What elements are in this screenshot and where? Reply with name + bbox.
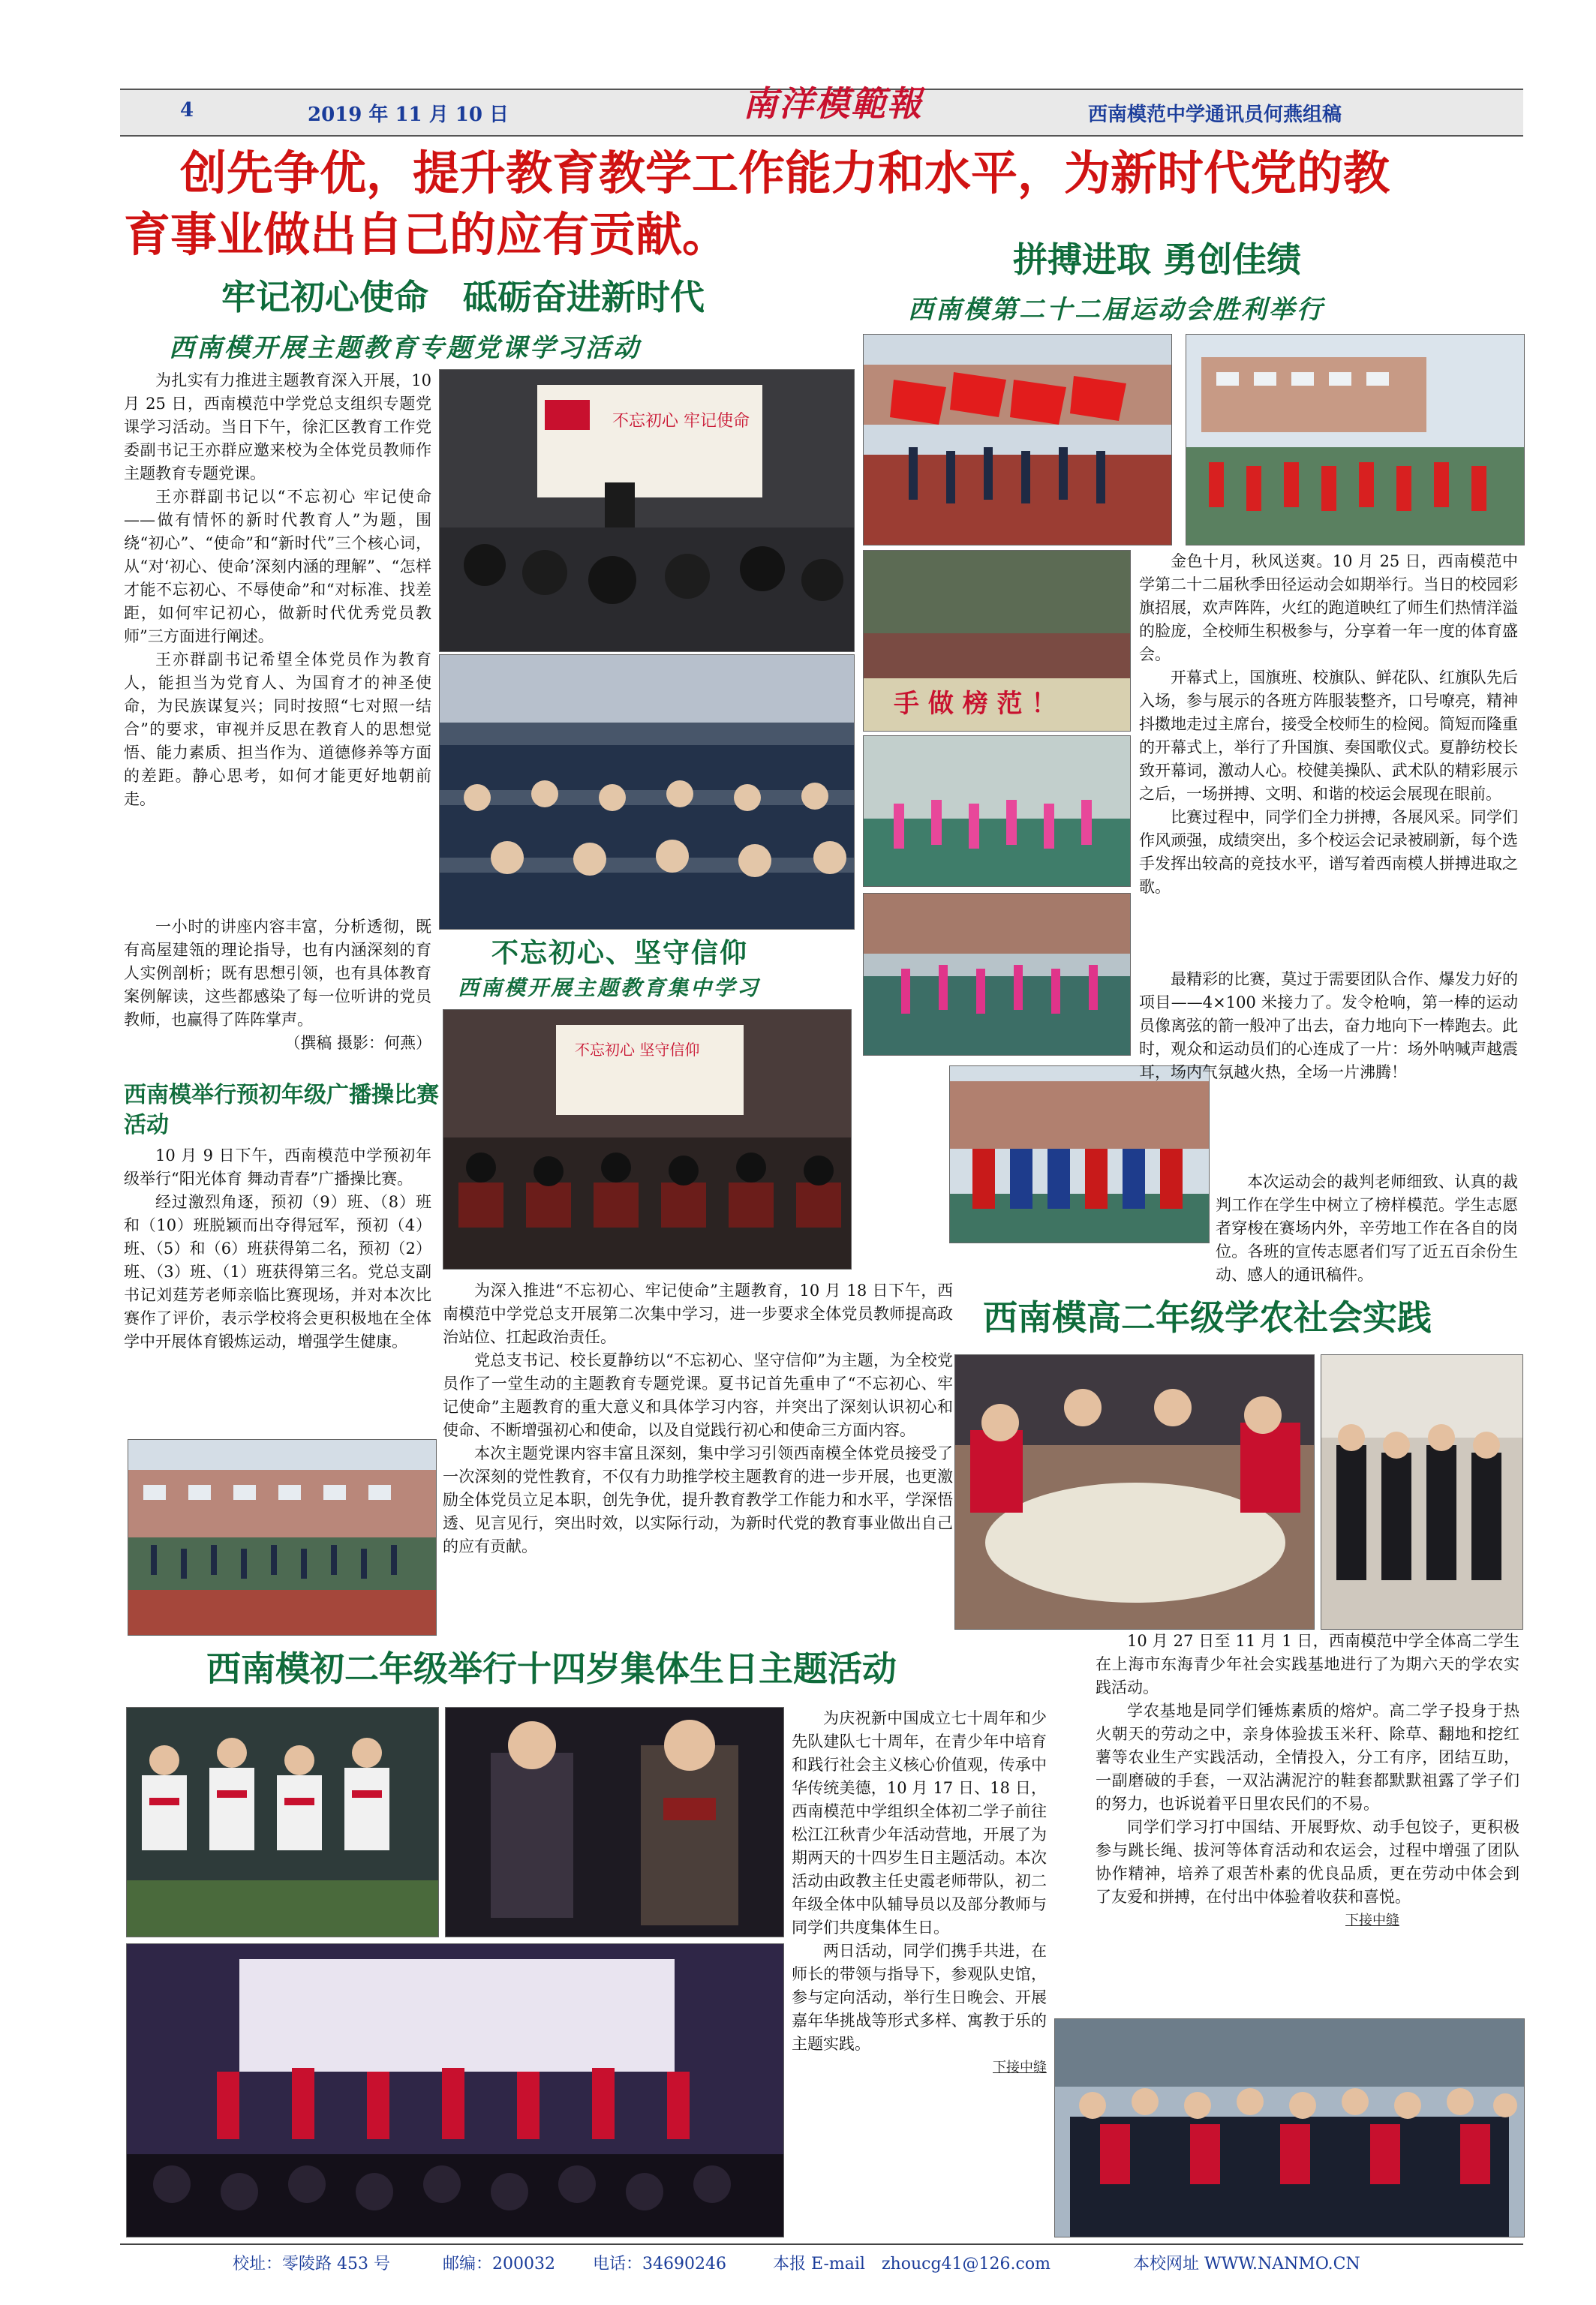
- article3-title: 不忘初心、坚守信仰: [491, 938, 749, 969]
- article4-paragraph: 开幕式上，国旗班、校旗队、鲜花队、红旗队先后入场，参与展示的各班方阵服装整齐，口号嘹亮，精神抖擞地走过主席台，接受全校师生的检阅。简短而隆重的开幕式上，举行了升国旗、奏国歌仪式。夏静纺校长致开幕词，激动人心。校健美操队、武术队的精彩展示之后，一场拼搏、文明、和谐的校运会展现在眼前。: [1139, 669, 1518, 803]
- photo-dumplings: [954, 1354, 1315, 1630]
- article6-title: 西南模初二年级举行十四岁集体生日主题活动: [206, 1648, 897, 1689]
- article5-continued-note: 下接中缝: [1345, 1913, 1399, 1928]
- main-headline-line1: 创先争优，提升教育教学工作能力和水平，为新时代党的教: [180, 146, 1390, 200]
- article3-paragraph: 为深入推进“不忘初心、牢记使命”主题教育，10 月 18 日下午，西南模范中学党总支开展第二次集中学习，进一步要求全体党员教师提高政治站位、扛起政治责任。: [443, 1282, 953, 1346]
- article4-body-cont: [1139, 968, 1518, 1084]
- photo-class-group: [1054, 2018, 1525, 2237]
- article4-paragraph: 最精彩的比赛，莫过于需要团队合作、爆发力好的项目——4×100 米接力了。发令枪响，第一棒的运动员像离弦的箭一般冲了出去，奋力地向下一棒跑去。此时，观众和运动员们的心连成了一片：场外呐喊声越震耳，场内气氛越火热，全场一片沸腾！: [1139, 970, 1518, 1081]
- editor-credit: 西南模范中学通讯员何燕组稿: [1088, 104, 1342, 126]
- article1-paragraph: 王亦群副书记以“不忘初心 牢记使命——做有情怀的新时代教育人”为题，围绕“初心”、“使命”和“新时代”三个核心词，从“对‘初心、使命’深刻内涵的理解”、“怎样才能不忘初心、不辱使命”和“对标准、找差距，如何牢记初心，做新时代优秀党员教师”三方面进行阐述。: [124, 488, 431, 645]
- article5-title: 西南模高二年级学农社会实践: [983, 1297, 1432, 1338]
- slide-text: 不忘初心 牢记使命: [612, 412, 750, 431]
- article4-paragraph: 比赛过程中，同学们全力拼搏，各展风采。同学们作风顽强，成绩突出，多个校运会记录被刷新，每个选手发挥出较高的竞技水平，谱写着西南模人拼搏进取之歌。: [1139, 808, 1518, 896]
- footer-email[interactable]: 本报 E-mail zhoucg41@126.com: [773, 2255, 1050, 2273]
- page-number: 4: [180, 99, 194, 122]
- article4-body: [1139, 550, 1518, 899]
- article5-paragraph: 同学们学习打中国结、开展野炊、动手包饺子，更积极参与跳长绳、拔河等体育活动和农运会，过程中增强了团队协作精神，培养了艰苦朴素的优良品质，更在劳动中体会到了友爱和拼搏，在付出中体验着收获和喜悦。: [1096, 1818, 1519, 1906]
- photo-lecture-slide: [439, 369, 855, 652]
- article4-body-cont2: [1216, 1171, 1518, 1287]
- masthead-logo: 南洋模範報: [743, 83, 923, 124]
- photo-party-study: [443, 1009, 852, 1270]
- article5-body: [1096, 1630, 1519, 1932]
- footer-website[interactable]: 本校网址 WWW.NANMO.CN: [1133, 2255, 1360, 2273]
- slide-text: 不忘初心 坚守信仰: [575, 1041, 700, 1059]
- article4-title: 拼搏进取 勇创佳绩: [1013, 239, 1302, 280]
- footer-address: 校址：零陵路 453 号: [233, 2255, 390, 2273]
- photo-cheer-dance: [863, 735, 1131, 887]
- photo-flag-parade: [863, 334, 1172, 545]
- article6-continued-note: 下接中缝: [993, 2060, 1047, 2075]
- article4-paragraph: 金色十月，秋风送爽。10 月 25 日，西南模范中学第二十二届秋季田径运动会如期举行。当日的校园彩旗招展，欢声阵阵，火红的跑道映红了师生们热情洋溢的脸庞，全校师生积极参与，分享着一年一度的体育盛会。: [1139, 552, 1518, 663]
- article3-body: [443, 1279, 953, 1558]
- article5-paragraph: 10 月 27 日至 11 月 1 日，西南模范中学全体高二学生在上海市东海青少年社会实践基地进行了为期六天的学农实践活动。: [1096, 1632, 1519, 1696]
- article6-paragraph: 两日活动，同学们携手共进，在师长的带领与指导下，参观队史馆，参与定向活动，举行生日晚会、开展嘉年华挑战等形式多样、寓教于乐的主题实践。: [792, 1942, 1047, 2053]
- footer-rule: [120, 2243, 1523, 2245]
- article3-subtitle: 西南模开展主题教育集中学习: [458, 975, 761, 1000]
- article3-paragraph: 党总支书记、校长夏静纺以“不忘初心、坚守信仰”为主题，为全校党员作了一堂生动的主题教育专题党课。夏书记首先重申了“不忘初心、牢记使命”主题教育的重大意义和具体学习内容，并突出了深刻认识初心和使命、不断增强初心和使命，以及自觉践行初心和使命三方面内容。: [443, 1351, 953, 1439]
- article1-paragraph: 为扎实有力推进主题教育深入开展，10 月 25 日，西南模范中学党总支组织专题党课学习活动。当日下午，徐汇区教育工作党委副书记王亦群应邀来校为全体党员教师作主题教育专题党课。: [124, 371, 431, 482]
- photo-exercise: [128, 1439, 437, 1636]
- photo-birthday-stage: [126, 1943, 784, 2237]
- article1-paragraph: 王亦群副书记希望全体党员作为教育人，能担当为党育人、为国育才的神圣使命，为民族谋复兴；同时按照“七对照一结合”的要求，审视并反思在教育人的思想觉悟、能力素质、担当作为、道德修养等方面的差距。静心思考，如何才能更好地朝前走。: [124, 651, 431, 808]
- article2-paragraph: 10 月 9 日下午，西南模范中学预初年级举行“阳光体育 舞动青春”广播操比赛。: [124, 1146, 431, 1188]
- article2-paragraph: 经过激烈角逐，预初（9）班、（8）班和（10）班脱颖而出夺得冠军，预初（4）班、（5）和（6）班获得第二名，预初（2）班、（3）班、（1）班获得第三名。党总支副书记刘莛芳老师亲临比赛现场，并对本次比赛作了评价，表示学校将会更积极地在全体学中开展体育锻炼运动，增强学生健康。: [124, 1193, 431, 1351]
- article3-paragraph: 本次主题党课内容丰富且深刻，集中学习引领西南模全体党员接受了一次深刻的党性教育，不仅有力助推学校主题教育的进一步开展，也更激励全体党员立足本职，创先争优，提升教育教学工作能力和水平，学深悟透、见言见行，突出时效，以实际行动，为新时代党的教育事业做出自己的应有贡献。: [443, 1444, 953, 1555]
- photo-birthday-crowd: [126, 1707, 439, 1937]
- article1-body: [124, 369, 431, 811]
- article6-body: [792, 1707, 1047, 2079]
- photo-teachers-group: [949, 1065, 1210, 1243]
- main-headline-line2: 育事业做出自己的应有贡献。: [124, 207, 729, 262]
- banner-text: 手 做 榜 范 ！: [894, 689, 1057, 719]
- article4-paragraph: 本次运动会的裁判老师细致、认真的裁判工作在学生中树立了榜样模范。学生志愿者穿梭在赛场内外，辛劳地工作在各自的岗位。各班的宣传志愿者们写了近五百余份生动、感人的通讯稿件。: [1216, 1173, 1518, 1284]
- footer-phone: 电话：34690246: [593, 2255, 726, 2273]
- photo-birthday-ceremony: [445, 1707, 784, 1937]
- photo-stadium-overview: [1186, 334, 1525, 545]
- article2-body: [124, 1144, 431, 1354]
- article1-subtitle: 西南模开展主题教育专题党课学习活动: [169, 333, 641, 363]
- photo-banner-students: [863, 550, 1131, 732]
- photo-farm-learning: [1321, 1354, 1523, 1630]
- article1-title: 牢记初心使命 砥砺奋进新时代: [221, 277, 705, 317]
- article6-paragraph: 为庆祝新中国成立七十周年和少先队建队七十周年，在青少年中培育和践行社会主义核心价值观，传承中华传统美德，10 月 17 日、18 日，西南模范中学组织全体初二学子前往松江江秋青少年活动营地，开展了为期两天的十四岁生日主题活动。本次活动由政教主任史霞老师带队，初二年级全体中队辅导员以及部分教师与同学们共度集体生日。: [792, 1709, 1047, 1937]
- issue-date: 2019 年 11 月 10 日: [308, 104, 509, 126]
- article1-credit: （撰稿 摄影：何燕）: [284, 1034, 431, 1052]
- article4-subtitle: 西南模第二十二届运动会胜利举行: [908, 295, 1324, 325]
- article2-title: 西南模举行预初年级广播操比赛活动: [124, 1082, 439, 1138]
- photo-martial-arts: [863, 893, 1131, 1056]
- article1-body-cont: [124, 915, 431, 1055]
- article1-paragraph: 一小时的讲座内容丰富，分析透彻，既有高屋建瓴的理论指导，也有内涵深刻的育人实例剖析；既有思想引领，也有具体教育案例解读，这些都感染了每一位听讲的党员教师，也赢得了阵阵掌声。: [124, 918, 431, 1029]
- photo-audience: [439, 654, 855, 930]
- article5-paragraph: 学农基地是同学们锤炼素质的熔炉。高二学子投身于热火朝天的劳动之中，亲身体验拔玉米秆、除草、翻地和挖红薯等农业生产实践活动，全情投入，分工有序，团结互助，一副磨破的手套，一双沾满泥泞的鞋套都默默祖露了学子们的努力，也诉说着平日里农民们的不易。: [1096, 1702, 1519, 1813]
- footer-postcode: 邮编：200032: [443, 2255, 555, 2273]
